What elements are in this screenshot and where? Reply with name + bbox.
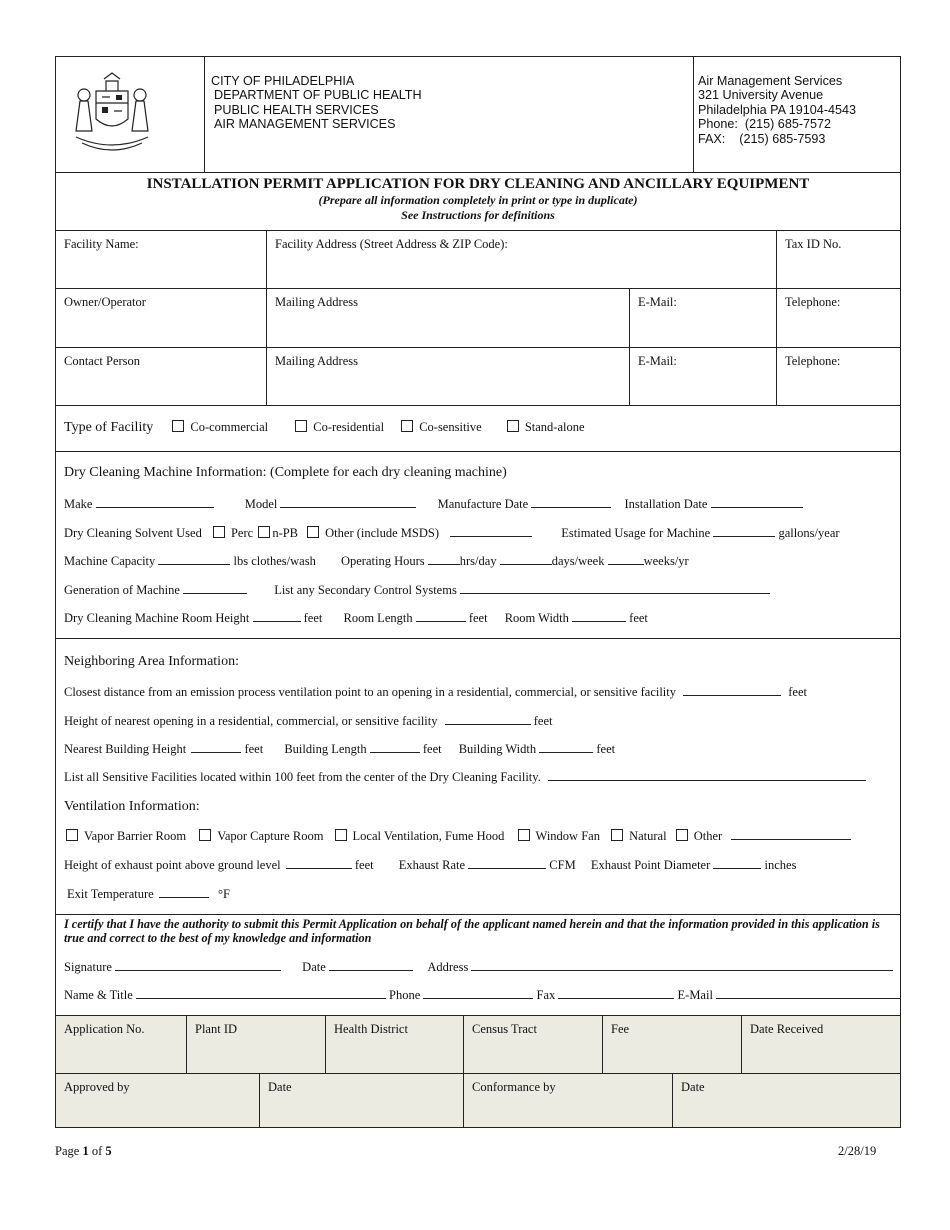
facility-name-field[interactable] (56, 231, 266, 288)
closest-unit: feet (788, 685, 807, 699)
ventilation-line-3 (67, 886, 230, 902)
manufacture-date-input[interactable] (531, 496, 611, 508)
ventilation-line-2 (64, 857, 796, 873)
health-district-field[interactable] (325, 1016, 463, 1073)
approved-date-field[interactable] (259, 1074, 463, 1127)
agency-line: DEPARTMENT OF PUBLIC HEALTH (214, 88, 422, 103)
usage-input[interactable] (713, 525, 775, 537)
exhaust-rate-input[interactable] (468, 857, 546, 869)
room-length-label: Room Length (343, 611, 413, 625)
building-width-label: Building Width (458, 742, 537, 756)
health-district-label: Health District (334, 1022, 408, 1036)
contact-line: Phone: (215) 685-7572 (698, 117, 832, 132)
contact-line: Philadelphia PA 19104-4543 (698, 102, 857, 117)
plant-id-field[interactable] (186, 1016, 325, 1073)
owner-phone-label: Telephone: (785, 295, 841, 309)
name-title-input[interactable] (136, 987, 386, 999)
fee-label: Fee (611, 1022, 630, 1036)
hours-label: Operating Hours (340, 554, 425, 568)
instruction-line: (Prepare all information completely in print or type in duplicate) (318, 193, 638, 207)
days-week-input[interactable] (500, 553, 552, 565)
signature-line (64, 959, 893, 975)
building-length-unit: feet (422, 742, 442, 756)
email-input[interactable] (716, 987, 900, 999)
exhaust-height-unit: feet (354, 858, 374, 872)
facility-name-label: Facility Name: (64, 237, 139, 251)
generation-label: Generation of Machine (64, 583, 180, 597)
co-residential-label: Co-residential (313, 420, 385, 434)
hrs-day-unit: hrs/day (459, 554, 497, 568)
exit-temp-label: Exit Temperature (67, 887, 154, 901)
facility-address-label: Facility Address (Street Address & ZIP Code): (275, 237, 508, 251)
page-of: of (88, 1144, 106, 1158)
vapor-capture-checkbox[interactable] (199, 829, 211, 841)
weeks-yr-unit: weeks/yr (643, 554, 689, 568)
room-width-input[interactable] (572, 610, 626, 622)
natural-label: Natural (629, 829, 667, 843)
form-title (56, 172, 900, 230)
contact-line: FAX: (215) 685-7593 (698, 131, 826, 146)
installation-date-input[interactable] (711, 496, 803, 508)
tax-id-label: Tax ID No. (785, 237, 842, 251)
neighbor-line-4 (64, 769, 866, 785)
facility-type-label: Type of Facility (64, 420, 154, 435)
page-number (55, 1144, 112, 1159)
page-current: 1 (82, 1144, 89, 1158)
solvent-label: Dry Cleaning Solvent Used (64, 526, 202, 540)
other-solvent-checkbox[interactable] (307, 526, 319, 538)
make-input[interactable] (96, 496, 214, 508)
owner-row (56, 288, 900, 347)
make-label: Make (64, 497, 93, 511)
name-title-line (64, 987, 900, 1003)
conformance-date-field[interactable] (672, 1074, 900, 1127)
co-sensitive-checkbox[interactable] (401, 420, 413, 432)
date-received-field[interactable] (741, 1016, 900, 1073)
phone-input[interactable] (423, 987, 533, 999)
contact-email-label: E-Mail: (638, 354, 677, 368)
neighbor-line-1 (64, 684, 807, 700)
cfm-unit: CFM (549, 858, 576, 872)
neighbor-section (56, 638, 900, 914)
capacity-input[interactable] (158, 553, 230, 565)
room-height-label: Dry Cleaning Machine Room Height (64, 611, 250, 625)
facility-address-field[interactable] (266, 231, 776, 288)
room-width-unit: feet (629, 611, 648, 625)
npb-checkbox[interactable] (258, 526, 270, 538)
co-residential-checkbox[interactable] (295, 420, 307, 432)
owner-phone-field[interactable] (776, 289, 900, 347)
name-title-label: Name & Title (64, 988, 133, 1002)
vapor-capture-label: Vapor Capture Room (217, 829, 324, 843)
page-total: 5 (105, 1144, 112, 1158)
machine-line-3 (64, 553, 689, 569)
office-use-row-2 (56, 1073, 900, 1127)
section-heading: Dry Cleaning Machine Information: (Complete for each dry cleaning machine) (64, 465, 507, 480)
building-width-input[interactable] (539, 741, 593, 753)
weeks-yr-input[interactable] (608, 553, 644, 565)
building-height-label: Nearest Building Height (64, 742, 187, 756)
npb-label: n-PB (272, 526, 299, 540)
approved-by-label: Approved by (64, 1080, 130, 1094)
exhaust-rate-label: Exhaust Rate (398, 858, 466, 872)
other-solvent-label: Other (include MSDS) (325, 526, 440, 540)
contact-line: 321 University Avenue (698, 88, 824, 103)
approved-date-label: Date (268, 1080, 292, 1094)
agency-block (204, 57, 693, 172)
vapor-barrier-checkbox[interactable] (66, 829, 78, 841)
other-solvent-input[interactable] (450, 525, 532, 537)
model-label: Model (244, 497, 278, 511)
machine-line-5 (64, 610, 648, 626)
neighbor-line-2 (64, 713, 552, 729)
application-no-field[interactable] (56, 1016, 186, 1073)
perc-label: Perc (230, 526, 254, 540)
other-ventilation-label: Other (693, 829, 723, 843)
contact-email-field[interactable] (629, 348, 776, 405)
diameter-input[interactable] (713, 857, 761, 869)
sensitive-label: List all Sensitive Facilities located within 100 feet from the center of the Dry Cleaning Facility. (64, 770, 541, 784)
permit-form (55, 56, 901, 1128)
contact-field[interactable] (56, 348, 266, 405)
email-label: E-Mail (677, 988, 713, 1002)
room-height-input[interactable] (253, 610, 301, 622)
co-sensitive-label: Co-sensitive (419, 420, 482, 434)
building-height-input[interactable] (191, 741, 241, 753)
contact-phone-label: Telephone: (785, 354, 841, 368)
contact-block (693, 57, 900, 172)
census-tract-label: Census Tract (472, 1022, 537, 1036)
inches-unit: inches (764, 858, 797, 872)
height-opening-label: Height of nearest opening in a residential, commercial, or sensitive facility (64, 714, 438, 728)
conformance-by-field[interactable] (463, 1074, 672, 1127)
window-fan-checkbox[interactable] (518, 829, 530, 841)
contact-mailing-field[interactable] (266, 348, 629, 405)
contact-label: Contact Person (64, 354, 141, 368)
neighbor-line-3 (64, 741, 615, 757)
agency-line: PUBLIC HEALTH SERVICES (214, 102, 379, 117)
machine-section (56, 451, 900, 638)
natural-checkbox[interactable] (611, 829, 623, 841)
plant-id-label: Plant ID (195, 1022, 238, 1036)
ventilation-options (66, 828, 851, 844)
address-label: Address (427, 960, 469, 974)
building-length-label: Building Length (284, 742, 367, 756)
fax-input[interactable] (558, 987, 674, 999)
machine-line-4 (64, 582, 770, 598)
owner-mailing-field[interactable] (266, 289, 629, 347)
other-ventilation-input[interactable] (731, 828, 851, 840)
agency-line: CITY OF PHILADELPHIA (211, 74, 355, 88)
census-tract-field[interactable] (463, 1016, 602, 1073)
room-length-input[interactable] (416, 610, 466, 622)
owner-label: Owner/Operator (64, 295, 146, 309)
diameter-label: Exhaust Point Diameter (590, 858, 711, 872)
machine-line-2 (64, 525, 840, 541)
closest-input[interactable] (683, 684, 781, 696)
manufacture-date-label: Manufacture Date (437, 497, 529, 511)
co-commercial-checkbox[interactable] (172, 420, 184, 432)
letterhead (56, 57, 900, 172)
capacity-label: Machine Capacity (64, 554, 156, 568)
days-week-unit: days/week (551, 554, 605, 568)
local-ventilation-checkbox[interactable] (335, 829, 347, 841)
building-height-unit: feet (244, 742, 264, 756)
sensitive-input[interactable] (548, 769, 866, 781)
seal-cell (56, 57, 204, 172)
usage-label: Estimated Usage for Machine (561, 526, 711, 540)
installation-date-label: Installation Date (624, 497, 708, 511)
fee-field[interactable] (602, 1016, 741, 1073)
facility-type-row (56, 405, 900, 451)
lbs-unit: lbs clothes/wash (233, 554, 316, 568)
city-seal-icon (66, 69, 158, 157)
page-title: INSTALLATION PERMIT APPLICATION FOR DRY CLEANING AND ANCILLARY EQUIPMENT (146, 176, 810, 192)
exit-temp-input[interactable] (159, 886, 209, 898)
certification-section (56, 914, 900, 1015)
other-ventilation-checkbox[interactable] (676, 829, 688, 841)
date-received-label: Date Received (750, 1022, 824, 1036)
phone-label: Phone (389, 988, 421, 1002)
co-commercial-label: Co-commercial (190, 420, 269, 434)
contact-phone-field[interactable] (776, 348, 900, 405)
secondary-label: List any Secondary Control Systems (274, 583, 457, 597)
tax-id-field[interactable] (776, 231, 900, 288)
stand-alone-label: Stand-alone (524, 420, 585, 434)
revision-date: 2/28/19 (838, 1144, 877, 1158)
owner-field[interactable] (56, 289, 266, 347)
model-input[interactable] (280, 496, 416, 508)
contact-mailing-label: Mailing Address (275, 354, 358, 368)
stand-alone-checkbox[interactable] (507, 420, 519, 432)
machine-line-1 (64, 496, 803, 512)
agency-line: AIR MANAGEMENT SERVICES (214, 117, 396, 132)
closest-label: Closest distance from an emission process ventilation point to an opening in a residential, commercial, or sensitive facility (64, 685, 677, 699)
fax-label: Fax (536, 988, 556, 1002)
conformance-by-label: Conformance by (472, 1080, 556, 1094)
approved-by-field[interactable] (56, 1074, 259, 1127)
room-length-unit: feet (468, 611, 488, 625)
perc-checkbox[interactable] (213, 526, 225, 538)
date-label: Date (302, 960, 326, 974)
contact-line: Air Management Services (698, 74, 843, 88)
exhaust-height-label: Height of exhaust point above ground level (64, 858, 281, 872)
instruction-line: See Instructions for definitions (401, 208, 555, 222)
page-prefix: Page (55, 1144, 83, 1158)
height-opening-unit: feet (533, 714, 553, 728)
degree-unit: °F (217, 887, 230, 901)
date-input[interactable] (329, 959, 413, 971)
application-no-label: Application No. (64, 1022, 145, 1036)
building-length-input[interactable] (370, 741, 420, 753)
gallons-unit: gallons/year (778, 526, 840, 540)
signature-input[interactable] (115, 959, 281, 971)
contact-row (56, 347, 900, 405)
height-opening-input[interactable] (445, 713, 531, 725)
office-use-row-1 (56, 1015, 900, 1073)
room-width-label: Room Width (504, 611, 569, 625)
owner-email-label: E-Mail: (638, 295, 677, 309)
hrs-day-input[interactable] (428, 553, 460, 565)
owner-mailing-label: Mailing Address (275, 295, 358, 309)
generation-input[interactable] (183, 582, 247, 594)
window-fan-label: Window Fan (535, 829, 600, 843)
certification-text: I certify that I have the authority to submit this Permit Application on behalf of the applicant named herein and that the information provided in this application is true and correct to the best of my knowledge and information (64, 917, 880, 945)
room-height-unit: feet (303, 611, 323, 625)
building-width-unit: feet (596, 742, 616, 756)
secondary-input[interactable] (460, 582, 770, 594)
section-heading: Ventilation Information: (64, 799, 200, 814)
owner-email-field[interactable] (629, 289, 776, 347)
conformance-date-label: Date (681, 1080, 705, 1094)
facility-row (56, 230, 900, 288)
signature-label: Signature (64, 960, 112, 974)
local-ventilation-label: Local Ventilation, Fume Hood (352, 829, 505, 843)
vapor-barrier-label: Vapor Barrier Room (84, 829, 187, 843)
address-input[interactable] (471, 959, 893, 971)
facility-type-line (64, 420, 585, 436)
exhaust-height-input[interactable] (286, 857, 352, 869)
section-heading: Neighboring Area Information: (64, 654, 239, 669)
